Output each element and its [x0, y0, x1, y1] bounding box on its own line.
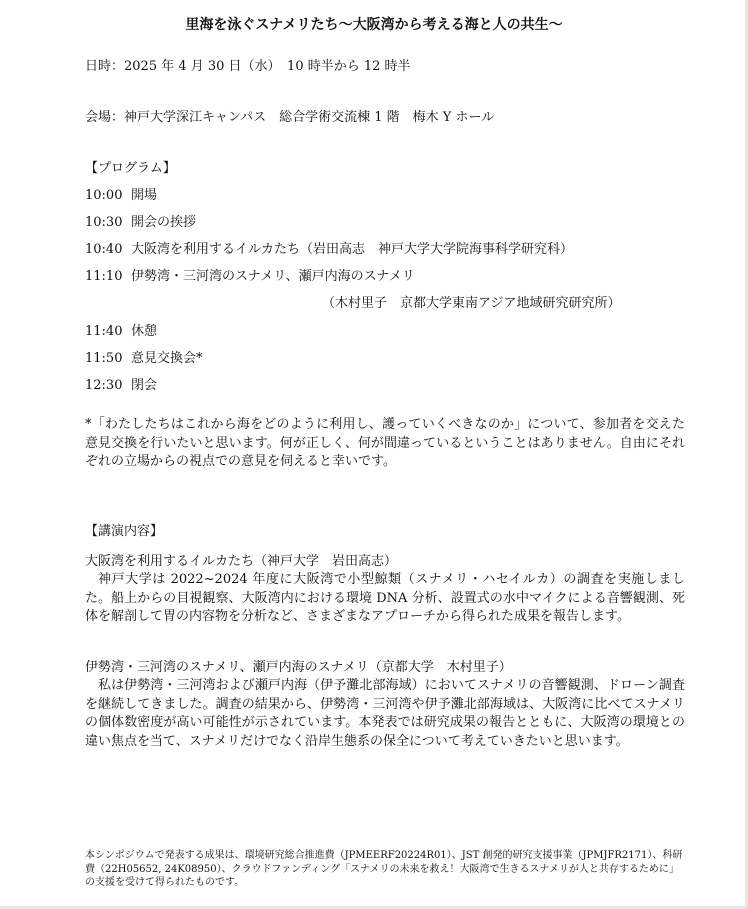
- program-text: 休憩: [131, 324, 158, 339]
- program-text: 開会の挨拶: [131, 215, 197, 230]
- event-venue: 会場：神戸大学深江キャンパス 総合学術交流棟 1 階 梅木 Y ホール: [85, 110, 495, 125]
- funding-footnote: 本シンポジウムで発表する成果は、環境研究総合推進費（JPMEERF20224R01）、JST 創発的研究支援事業（JPMJFR2171）、科研費（22H05652, 24K08950）、クラウドファンディング「スナメリの未来を救え！大阪湾で生きるスナメリが人と共存するために」の支援を受けて得られたものです。: [85, 850, 683, 888]
- program-text: 開場: [131, 188, 158, 203]
- program-item: [85, 211, 196, 230]
- program-item: [85, 374, 157, 393]
- lecture-title: 大阪湾を利用するイルカたち（神戸大学 岩田高志）: [85, 554, 398, 569]
- program-item: [85, 265, 415, 284]
- program-item: [85, 347, 203, 366]
- program-time: 11:50: [85, 351, 123, 366]
- program-time: 10:00: [85, 188, 123, 203]
- program-item: [85, 184, 157, 203]
- program-heading: 【プログラム】: [85, 161, 176, 176]
- lectures-heading: 【講演内容】: [85, 524, 164, 539]
- program-time: 10:30: [85, 215, 123, 230]
- program-text: 意見交換会*: [131, 351, 203, 366]
- program-text: 伊勢湾・三河湾のスナメリ、瀬戸内海のスナメリ: [131, 269, 415, 284]
- lecture-title: 伊勢湾・三河湾のスナメリ、瀬戸内海のスナメリ（京都大学 木村里子）: [85, 660, 512, 675]
- lecture-body: 私は伊勢湾・三河湾および瀬戸内海（伊予灘北部海域）においてスナメリの音響観測、ドローン調査を継続してきました。調査の結果から、伊勢湾・三河湾や伊予灘北部海域は、大阪湾に比べてスナメリの個体数密度が高い可能性が示されています。本発表では研究成果の報告とともに、大阪湾の環境との違い焦点を当て、スナメリだけでなく沿岸生態系の保全について考えていきたいと思います。: [85, 678, 685, 749]
- program-item: [85, 320, 157, 339]
- program-time: 12:30: [85, 378, 123, 393]
- program-item: [85, 238, 573, 257]
- program-text: 閉会: [131, 378, 158, 393]
- program-time: 11:10: [85, 269, 123, 284]
- event-datetime: 日時：2025 年 4 月 30 日（水） 10 時半から 12 時半: [85, 59, 411, 74]
- program-text: 大阪湾を利用するイルカたち（岩田高志 神戸大学大学院海事科学研究科）: [131, 242, 574, 257]
- program-note: *「わたしたちはこれから海をどのように利用し、護っていくべきなのか」について、参加者を交えた意見交換を行いたいと思います。何が正しく、何が間違っているということはありません。自由にそれぞれの立場からの視点での意見を伺えると幸いです。: [85, 417, 685, 469]
- program-time: 10:40: [85, 242, 123, 257]
- program-time: 11:40: [85, 324, 123, 339]
- lecture-body: 神戸大学は 2022~2024 年度に大阪湾で小型鯨類（スナメリ・ハセイルカ）の調査を実施しました。船上からの目視観察、大阪湾内における環境 DNA 分析、設置式の水中マイクによる音響観測、死体を解剖して胃の内容物を分析など、さまざまなアプローチから得られた成果を報告します。: [85, 572, 685, 624]
- program-speaker: （木村里子 京都大学東南アジア地域研究研究所）: [322, 296, 621, 311]
- document-title: 里海を泳ぐスナメリたち〜大阪湾から考える海と人の共生〜: [185, 17, 563, 33]
